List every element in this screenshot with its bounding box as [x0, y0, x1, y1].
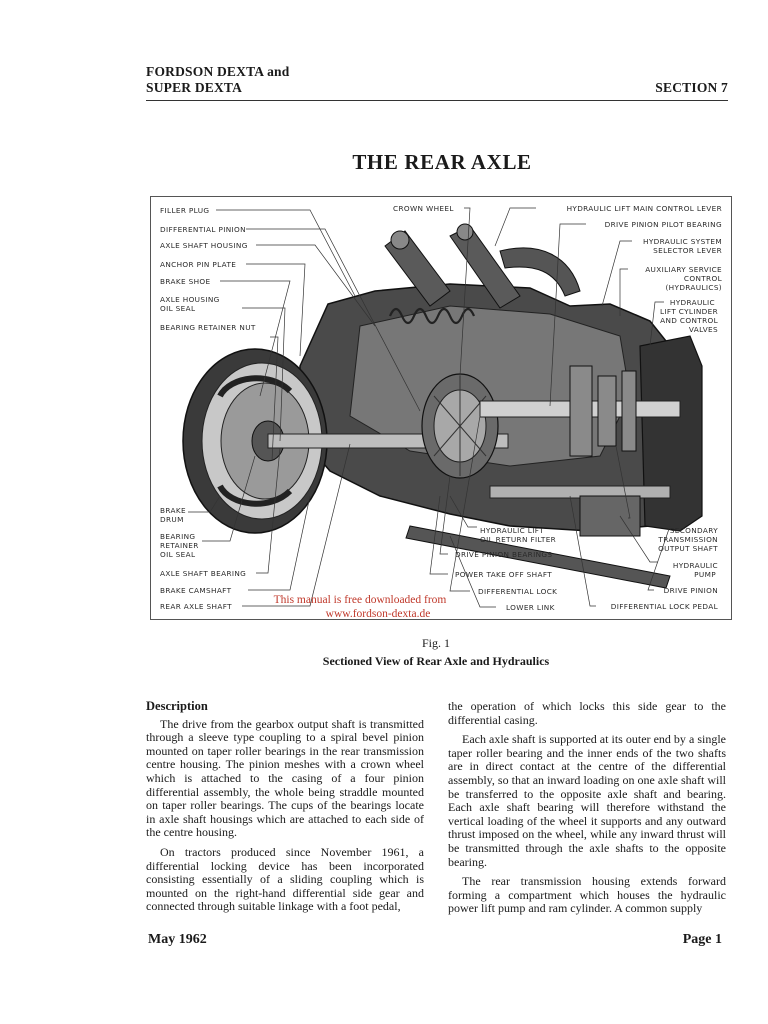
label-oil-return-filter: OIL RETURN FILTER	[480, 535, 557, 544]
label-auxiliary-service: AUXILIARY SERVICE	[645, 265, 722, 274]
label-axle-shaft-housing: AXLE SHAFT HOUSING	[160, 241, 248, 250]
label-hydraulic-system: HYDRAULIC SYSTEM	[643, 237, 722, 246]
label-control: CONTROL	[683, 274, 722, 283]
footer-date: May 1962	[148, 932, 207, 947]
label-secondary: SECONDARY	[669, 526, 718, 535]
watermark-line-1: This manual is free downloaded from	[273, 594, 447, 606]
label-hydraulic-2: HYDRAULIC	[672, 561, 718, 570]
header-rule	[146, 100, 728, 101]
label-drive-pinion-pilot-bearing: DRIVE PINION PILOT BEARING	[604, 220, 722, 229]
section-heading-description: Description	[146, 699, 208, 713]
label-drive-pinion-bearings: DRIVE PINION BEARINGS	[455, 550, 553, 559]
sectioned-axle-figure	[150, 196, 732, 620]
label-drum: DRUM	[160, 515, 184, 524]
label-filler-plug: FILLER PLUG	[160, 206, 210, 215]
figure-caption: Sectioned View of Rear Axle and Hydraulics	[322, 654, 550, 668]
paragraph: The rear transmission housing extends forward forming a compartment which houses the hydraulic power lift pump and ram cylinder. A common supply	[448, 874, 726, 916]
label-hydraulics: (HYDRAULICS)	[665, 283, 722, 292]
paragraph: The drive from the gearbox output shaft is transmitted through a sleeve type coupling to a spiral bevel pinion mounted on taper roller bearings in the rear transmission centre housing. The pinion meshes with a crown wheel which is attached to the casing of a four pinion differential assembly, the whole being straddle mounted on taper roller bearings. The cups of the bearings locate in axle shaft housings which are attached to each side of the centre housing.	[146, 716, 424, 840]
label-power-take-off-shaft: POWER TAKE OFF SHAFT	[455, 570, 553, 579]
label-bearing: BEARING	[160, 532, 196, 541]
paragraph: Each axle shaft is supported at its outer end by a single taper roller bearing and the inner ends of the two shafts are in direct contact at the centre of the differential assembly, so that an inward loading on one axle shaft will be transferred to the opposite axle shaft and bearing. Each axle shaft bearing will therefore withstand the vertical loading of the wheel it supports and any outward thrust imposed on the wheel, while any inward thrust will be transmitted through the axle shafts to the opposite bearing.	[448, 732, 726, 869]
text-column-left	[146, 700, 424, 920]
paragraph: the operation of which locks this side gear to the differential casing.	[448, 699, 726, 727]
label-lift-cylinder: LIFT CYLINDER	[659, 307, 718, 316]
section-number: SECTION 7	[655, 80, 728, 95]
label-lower-link: LOWER LINK	[506, 603, 555, 612]
label-differential-lock: DIFFERENTIAL LOCK	[478, 587, 558, 596]
label-selector-lever: SELECTOR LEVER	[653, 246, 722, 255]
label-brake-camshaft: BRAKE CAMSHAFT	[160, 586, 232, 595]
label-anchor-pin-plate: ANCHOR PIN PLATE	[160, 260, 237, 269]
watermark-line-2: www.fordson-dexta.de	[325, 608, 431, 620]
paragraph: On tractors produced since November 1961, a differential locking device has been incorporated consisting essentially of a sliding coupling which is mounted on the right-hand differential side gear and connected through suitable linkage with a foot pedal,	[146, 844, 424, 914]
label-hydraulic-lift-main-control-lever: HYDRAULIC LIFT MAIN CONTROL LEVER	[566, 204, 722, 213]
running-header-title	[146, 64, 289, 96]
label-hydraulic-1: HYDRAULIC	[669, 298, 715, 307]
figure-number: Fig. 1	[421, 636, 450, 650]
page-number: Page 1	[682, 932, 722, 947]
label-output-shaft: OUTPUT SHAFT	[658, 544, 718, 553]
label-oil-seal-1: OIL SEAL	[160, 304, 196, 313]
label-axle-housing: AXLE HOUSING	[160, 295, 220, 304]
text-column-right	[448, 700, 726, 922]
figure-illustration	[150, 196, 732, 620]
label-retainer: RETAINER	[160, 541, 199, 550]
label-valves: VALVES	[688, 325, 718, 334]
label-hydraulic-lift: HYDRAULIC LIFT	[480, 526, 544, 535]
label-axle-shaft-bearing: AXLE SHAFT BEARING	[160, 569, 247, 578]
label-differential-pinion: DIFFERENTIAL PINION	[160, 225, 246, 234]
label-oil-seal-2: OIL SEAL	[160, 550, 196, 559]
label-pump: PUMP	[694, 570, 716, 579]
label-differential-lock-pedal: DIFFERENTIAL LOCK PEDAL	[610, 602, 718, 611]
label-drive-pinion: DRIVE PINION	[663, 586, 718, 595]
label-bearing-retainer-nut: BEARING RETAINER NUT	[160, 323, 256, 332]
page-title: THE REAR AXLE	[352, 150, 532, 174]
header-line-1: FORDSON DEXTA and	[146, 64, 290, 79]
label-brake-shoe: BRAKE SHOE	[160, 277, 211, 286]
header-line-2: SUPER DEXTA	[146, 80, 243, 95]
label-crown-wheel: CROWN WHEEL	[393, 204, 454, 213]
label-brake: BRAKE	[160, 506, 186, 515]
label-and-control: AND CONTROL	[660, 316, 718, 325]
label-transmission: TRANSMISSION	[658, 535, 718, 544]
label-rear-axle-shaft: REAR AXLE SHAFT	[160, 602, 232, 611]
